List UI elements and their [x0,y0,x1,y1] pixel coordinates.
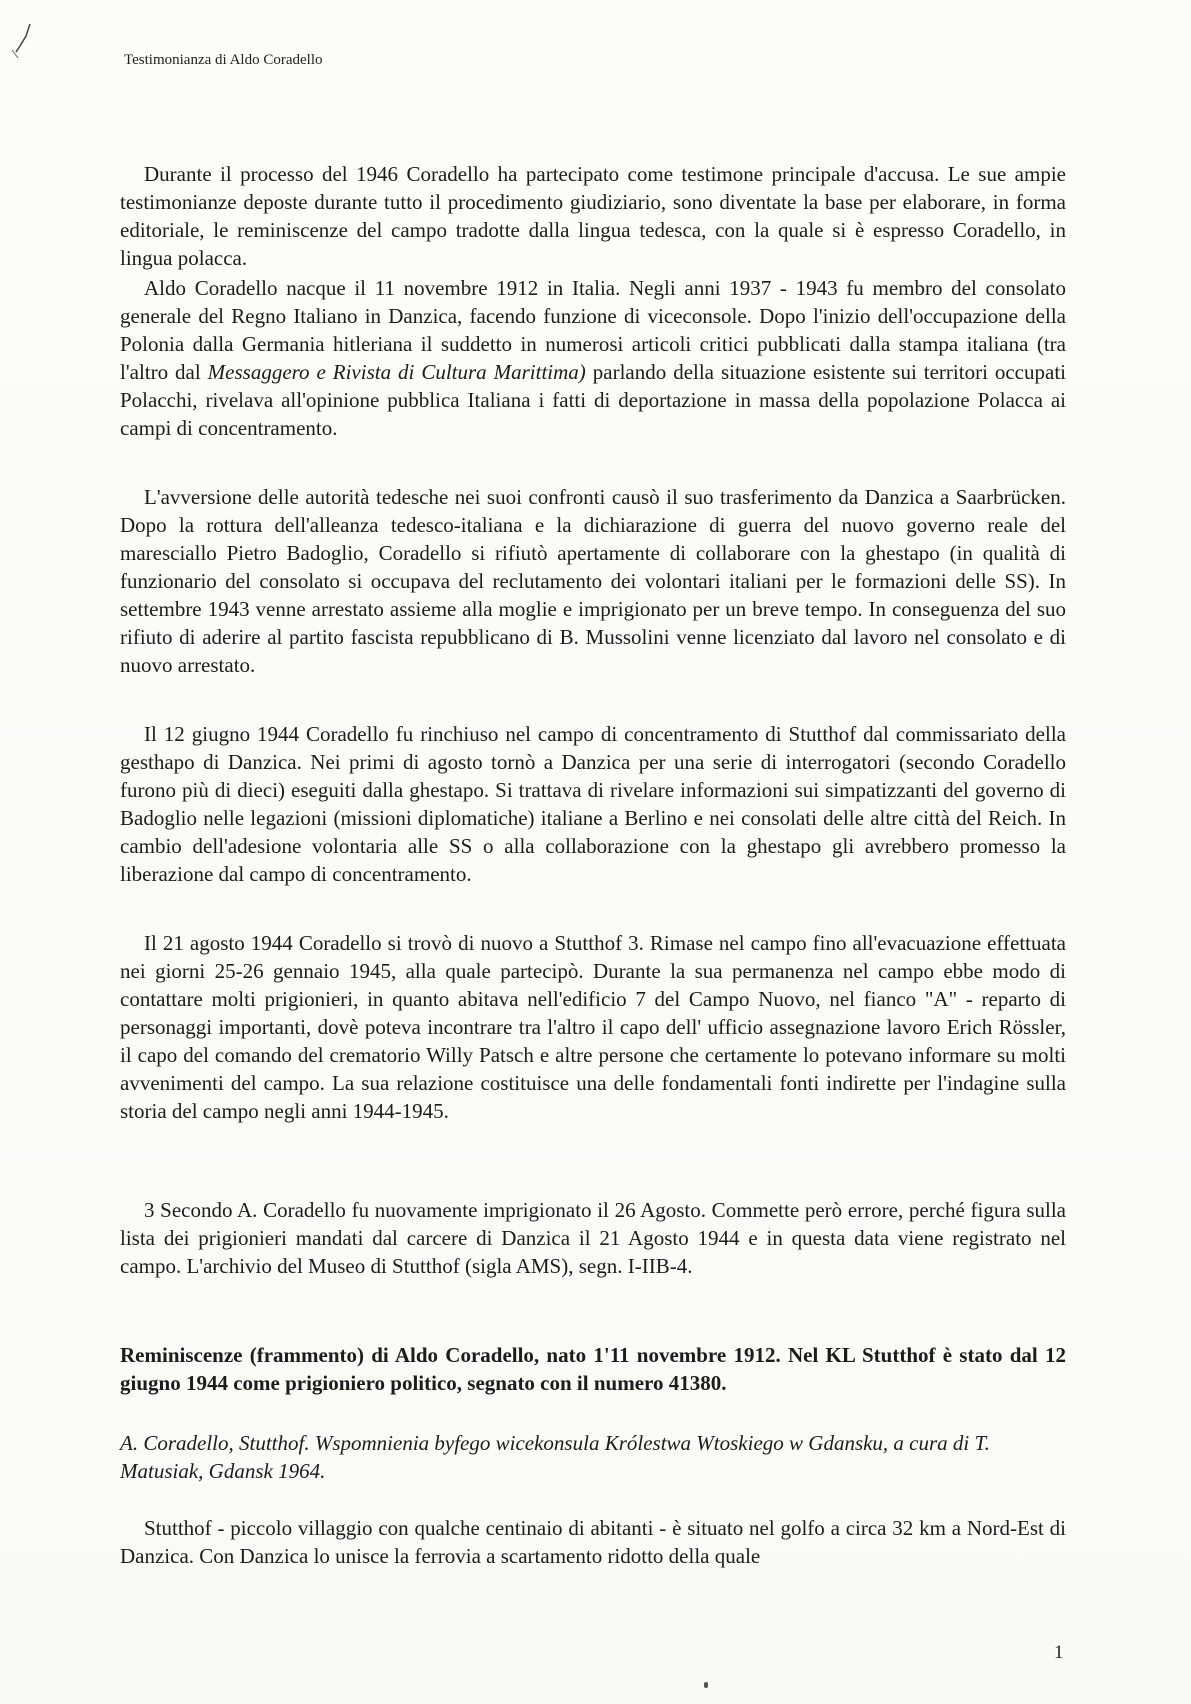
paragraph-transfer: L'avversione delle autorità tedesche nei suoi confronti causò il suo trasferimento da Danzica a Saarbrücken. Dopo la rottura dell'alleanza tedesco-italiana e la dichiarazione di guerra del nuovo governo reale del maresciallo Pietro Badoglio, Coradello si rifiutò apertamente di collaborare con la ghestapo (in qualità di funzionario del consolato si occupava del reclutamento dei volontari italiani per le formazioni delle SS). In settembre 1943 venne arrestato assieme alla moglie e imprigionato per un breve tempo. In conseguenza del suo rifiuto di aderire al partito fascista repubblicano di B. Mussolini venne licenziato dal lavoro nel consolato e di nuovo arrestato. [120,485,1066,677]
section-heading: Reminiscenze (frammento) di Aldo Coradello, nato 1'11 novembre 1912. Nel KL Stutthof è stato dal 12 giugno 1944 come prigioniero politico, segnato con il numero 41380. [120,1343,1066,1395]
paragraph-biography-text-end: parlando della situazione esistente sui territori occupati Polacchi, rivelava all'opinione pubblica Italiana i fatti di deportazione in massa della popolazione Polacca ai campi di concentramento. [120,360,1066,440]
source-citation: A. Coradello, Stutthof. Wspomnienia byfego wicekonsula Królestwa Wtoskiego w Gdansku, a cura di T. Matusiak, Gdansk 1964. [120,1431,990,1483]
paragraph-stutthof-village: Stutthof - piccolo villaggio con qualche centinaio di abitanti - è situato nel golfo a circa 32 km a Nord-Est di Danzica. Con Danzica lo unisce la ferrovia a scartamento ridotto della quale [120,1516,1066,1568]
paragraph-biography-text: Aldo Coradello nacque il 11 novembre 1912 in Italia. Negli anni 1937 - 1943 fu membro del consolato generale del Regno Italiano in Danzica, facendo funzione di viceconsole. Dopo l'inizio dell'occupazione della Polonia dalla Germania hitleriana il suddetto in numerosi articoli critici pubblicati dalla stampa italiana (tra l'altro dal [120,276,1066,384]
scan-speck [704,1682,708,1688]
page-number: 1 [1054,1642,1064,1663]
pen-mark-icon [8,22,38,62]
running-header: Testimonianza di Aldo Coradello [124,52,323,68]
paragraph-biography [120,274,1066,442]
publication-title: Messaggero e Rivista di Cultura Marittima) [207,360,586,384]
paragraph-testimony: Durante il processo del 1946 Coradello ha partecipato come testimone principale d'accusa. Le sue ampie testimonianze deposte durante tutto il procedimento giudiziario, sono diventate la base per elaborare, in forma editoriale, le reminiscenze del campo tradotte dalla lingua tedesca, con la quale si è espresso Coradello, in lingua polacca. [120,162,1066,270]
footnote: 3 Secondo A. Coradello fu nuovamente imprigionato il 26 Agosto. Commette però errore, perché figura sulla lista dei prigionieri mandati dal carcere di Danzica il 21 Agosto 1944 e in questa data viene registrato nel campo. L'archivio del Museo di Stutthof (sigla AMS), segn. I-IIB-4. [120,1198,1066,1278]
paragraph-stutthof-stay: Il 21 agosto 1944 Coradello si trovò di nuovo a Stutthof 3. Rimase nel campo fino all'evacuazione effettuata nei giorni 25-26 gennaio 1945, alla quale partecipò. Durante la sua permanenza nel campo ebbe modo di contattare molti prigionieri, in quanto abitava nell'edificio 7 del Campo Nuovo, nel fianco "A" - reparto di personaggi importanti, dovè poteva incontrare tra l'altro il capo dell' ufficio assegnazione lavoro Erich Rössler, il capo del comando del crematorio Willy Patsch e altre persone che certamente lo potevano informare su molti avvenimenti del campo. La sua relazione costituisce una delle fondamentali fonti indirette per l'indagine sulla storia del campo negli anni 1944-1945. [120,931,1066,1123]
paragraph-imprisonment: Il 12 giugno 1944 Coradello fu rinchiuso nel campo di concentramento di Stutthof dal commissariato della gesthapo di Danzica. Nei primi di agosto tornò a Danzica per una serie di interrogatori (secondo Coradello furono più di dieci) eseguiti dalla ghestapo. Si trattava di rivelare informazioni sui simpatizzanti del governo di Badoglio nelle legazioni (missioni diplomatiche) italiane a Berlino e nei consolati delle altre città del Reich. In cambio dell'adesione volontaria alle SS o alla collaborazione con la ghestapo gli avrebbero promesso la liberazione dal campo di concentramento. [120,722,1066,886]
